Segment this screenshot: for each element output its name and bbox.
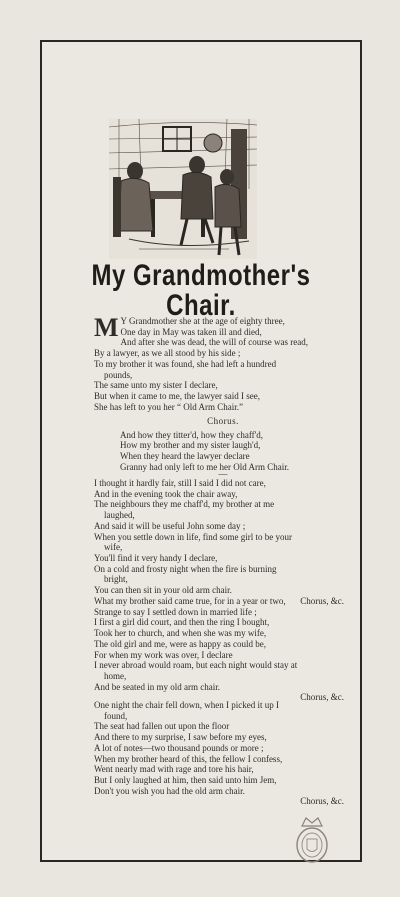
chorus-line: Granny had only left to me her Old Arm Chair. — [120, 461, 289, 472]
title-line-1: My Grandmother's — [91, 258, 311, 293]
verse-line: But when it came to me, the lawyer said I see, — [94, 390, 260, 401]
verse-line: When my brother heard of this, the fellow I confess, — [94, 753, 283, 764]
title-line-2: Chair. — [166, 288, 236, 323]
verse-line: And there to my surprise, I saw before my eyes, — [94, 732, 267, 743]
broadside-sheet — [40, 40, 362, 862]
verse-line: By a lawyer, as we all stood by his side ; — [94, 348, 241, 359]
chorus-line: How my brother and my sister laugh'd, — [120, 440, 261, 451]
verse-line: The same unto my sister I declare, — [94, 380, 218, 391]
verse-line: What my brother said came true, for in a year or two, — [94, 596, 286, 606]
verse-line: She has left to you her “ Old Arm Chair.” — [94, 401, 243, 412]
separator: — — [218, 469, 228, 479]
verse-line: The old girl and me, were as happy as could be, — [94, 638, 266, 649]
verse-4 — [94, 700, 352, 807]
verse-line: I thought it hardly fair, still I said I did not care, — [94, 478, 266, 488]
verse-line: I first a girl did court, and then the ring I bought, — [94, 617, 270, 628]
chorus-line: And how they titter'd, how they chaff'd, — [120, 429, 264, 440]
verse-line: On a cold and frosty night when the fire is burning — [94, 563, 277, 574]
verse-line: The seat had fallen out upon the floor — [94, 721, 230, 732]
verse-line: Went nearly mad with rage and tore his hair, — [94, 764, 254, 775]
verse-line: Took her to church, and when she was my wife, — [94, 628, 267, 639]
verse-line: laughed, — [104, 510, 135, 521]
verse-line: The neighbours they me chaff'd, my brother at me — [94, 499, 275, 510]
verse-line: One day in May was taken ill and died, — [120, 326, 262, 337]
chorus-reference: Chorus, &c. — [300, 796, 344, 807]
verse-line: One night the chair fell down, when I picked it up I — [94, 700, 279, 710]
verse-line: Don't you wish you had the old arm chair. — [94, 785, 245, 796]
chorus-block — [94, 416, 352, 473]
verse-line: wife, — [104, 542, 123, 553]
verse-3 — [94, 596, 352, 703]
chorus-reference: Chorus, &c. — [300, 595, 344, 606]
verse-line: found, — [104, 710, 128, 721]
verse-line: And said it will be useful John some day ; — [94, 520, 246, 531]
library-stamp-icon — [294, 816, 330, 864]
verse-line: But I only laughed at him, then said unto him Jem, — [94, 774, 277, 785]
verse-line: When you settle down in life, find some girl to be your — [94, 531, 292, 542]
drop-cap: M — [94, 313, 119, 342]
verse-line: I never abroad would roam, but each night would stay at — [94, 660, 298, 671]
chorus-reference: Chorus, &c. — [300, 692, 344, 703]
verse-line: And after she was dead, the will of course was read, — [120, 337, 308, 348]
verse-line: bright, — [104, 574, 128, 585]
woodcut-illustration — [109, 119, 257, 259]
verse-2 — [94, 470, 352, 606]
chorus-line: When they heard the lawyer declare — [120, 451, 250, 462]
verse-line: And in the evening took the chair away, — [94, 488, 238, 499]
verse-line: For when my work was over, I declare — [94, 649, 233, 660]
verse-line: Y Grandmother she at the age of eighty three, — [120, 316, 285, 326]
chorus-heading: Chorus. — [207, 416, 239, 426]
verse-line: To my brother it was found, she had left a hundred — [94, 358, 277, 369]
verse-line: pounds, — [104, 369, 133, 380]
verse-line: And be seated in my old arm chair. — [94, 681, 220, 692]
verse-line: You'll find it very handy I declare, — [94, 552, 218, 563]
verse-1 — [94, 313, 352, 412]
verse-line: home, — [104, 670, 127, 681]
verse-line: You can then sit in your old arm chair. — [94, 585, 232, 596]
verse-line: A lot of notes—two thousand pounds or more ; — [94, 742, 264, 753]
verse-line: Strange to say I settled down in married life ; — [94, 606, 257, 617]
